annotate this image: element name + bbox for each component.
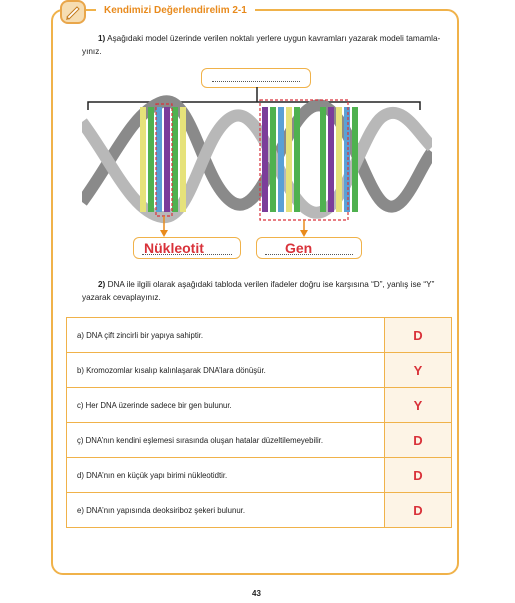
table-row	[67, 493, 452, 528]
question-2-line1: DNA ile ilgili olarak aşağıdaki tabloda verilen ifadeler doğru ise karşısına “D”, yanlış ise “Y”	[107, 280, 435, 289]
answer-cell[interactable]: Y	[385, 388, 452, 423]
base-pairs-2	[262, 107, 300, 212]
answer-gene: Gen	[285, 240, 313, 256]
pencil-icon	[60, 0, 86, 24]
dotted-line	[142, 254, 232, 255]
table-row	[67, 318, 452, 353]
answer-box-nucleotide[interactable]	[133, 237, 241, 259]
top-bracket	[88, 102, 420, 110]
statement-cell: b) Kromozomlar kısalıp kalınlaşarak DNA’lara dönüşür.	[67, 353, 385, 388]
question-2-line2: yazarak cevaplayınız.	[82, 293, 161, 302]
table-row	[67, 458, 452, 493]
table-row	[67, 353, 452, 388]
dna-backbone	[82, 101, 432, 217]
statement-cell: ç) DNA’nın kendini eşlemesi sırasında oluşan hatalar düzeltilemeyebilir.	[67, 423, 385, 458]
question-2-number: 2)	[98, 280, 106, 289]
statement-cell: c) Her DNA üzerinde sadece bir gen bulunur.	[67, 388, 385, 423]
question-1-text	[98, 32, 458, 45]
question-1-line1: Aşağıdaki model üzerinde verilen noktalı yerlere uygun kavramları yazarak modeli tamamla-	[107, 34, 441, 43]
table-row	[67, 388, 452, 423]
dna-diagram	[82, 62, 432, 262]
base-pairs-3	[320, 107, 358, 212]
question-1-number: 1)	[98, 34, 106, 43]
answer-cell[interactable]: D	[385, 458, 452, 493]
true-false-table	[66, 317, 452, 528]
answer-cell[interactable]: D	[385, 493, 452, 528]
dotted-line	[265, 254, 353, 255]
statement-cell: e) DNA’nın yapısında deoksiriboz şekeri bulunur.	[67, 493, 385, 528]
statement-cell: d) DNA’nın en küçük yapı birimi nükleotidtir.	[67, 458, 385, 493]
answer-cell[interactable]: D	[385, 318, 452, 353]
base-pairs-1	[140, 107, 186, 212]
question-1-line2: yınız.	[82, 47, 102, 56]
statement-cell: a) DNA çift zincirli bir yapıya sahiptir.	[67, 318, 385, 353]
answer-nucleotide: Nükleotit	[144, 240, 204, 256]
answer-cell[interactable]: D	[385, 423, 452, 458]
question-2-text	[98, 278, 458, 291]
answer-box-gene[interactable]	[256, 237, 362, 259]
table-row	[67, 423, 452, 458]
answer-cell[interactable]: Y	[385, 353, 452, 388]
page-number: 43	[252, 589, 261, 598]
section-title: Kendimizi Değerlendirelim 2-1	[96, 3, 255, 19]
